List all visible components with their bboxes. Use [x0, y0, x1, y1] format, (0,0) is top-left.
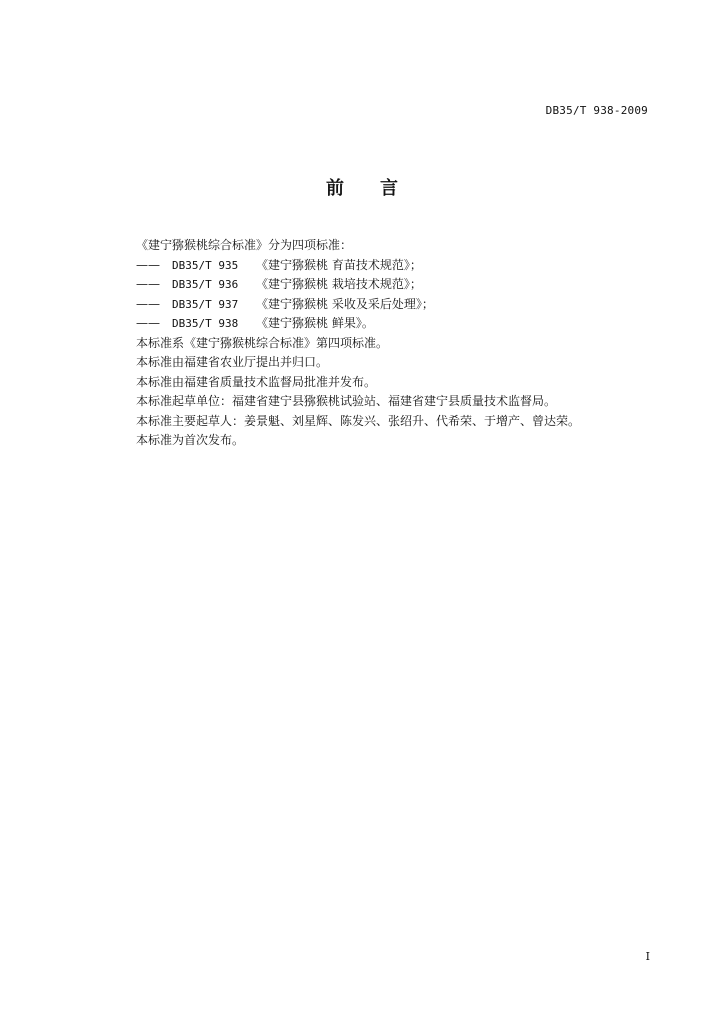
- standard-list-item: [136, 295, 656, 315]
- standard-name: 《建宁猕猴桃 育苗技术规范》；: [256, 257, 422, 272]
- standard-list-item: [136, 314, 656, 334]
- standard-code: DB35/T 936: [172, 278, 239, 291]
- paragraph: 本标准由福建省农业厅提出并归口。: [136, 355, 329, 369]
- paragraph: 本标准系《建宁猕猴桃综合标准》第四项标准。: [136, 335, 389, 350]
- list-dash: ——: [136, 257, 160, 272]
- foreword-body: [136, 236, 656, 451]
- list-dash: ——: [136, 296, 160, 311]
- standard-code: DB35/T 937: [172, 297, 239, 311]
- title-char-1: 前: [326, 178, 344, 199]
- title-char-2: 言: [380, 178, 398, 199]
- standard-code-header: DB35/T 938-2009: [545, 104, 648, 117]
- standard-code: DB35/T 935: [172, 258, 239, 272]
- list-dash: ——: [136, 277, 160, 291]
- standard-list-item: [136, 275, 656, 295]
- paragraph: 本标准起草单位：福建省建宁县猕猴桃试验站、福建省建宁县质量技术监督局。: [136, 394, 557, 408]
- list-dash: ——: [136, 316, 160, 330]
- paragraph: 本标准由福建省质量技术监督局批准并发布。: [136, 374, 377, 389]
- intro-paragraph: 《建宁猕猴桃综合标准》分为四项标准：: [136, 238, 353, 252]
- standard-name: 《建宁猕猴桃 采收及采后处理》；: [256, 296, 434, 311]
- page-title: [0, 174, 724, 200]
- standard-name: 《建宁猕猴桃 鲜果》。: [256, 316, 374, 330]
- standard-code: DB35/T 938: [172, 317, 239, 330]
- standard-name: 《建宁猕猴桃 栽培技术规范》；: [256, 277, 422, 291]
- paragraph: 本标准主要起草人：姜景魁、刘星辉、陈发兴、张绍升、代希荣、于增产、曾达荣。: [136, 413, 581, 428]
- page-number: I: [645, 950, 650, 963]
- paragraph: 本标准为首次发布。: [136, 433, 245, 447]
- standard-list-item: [136, 256, 656, 276]
